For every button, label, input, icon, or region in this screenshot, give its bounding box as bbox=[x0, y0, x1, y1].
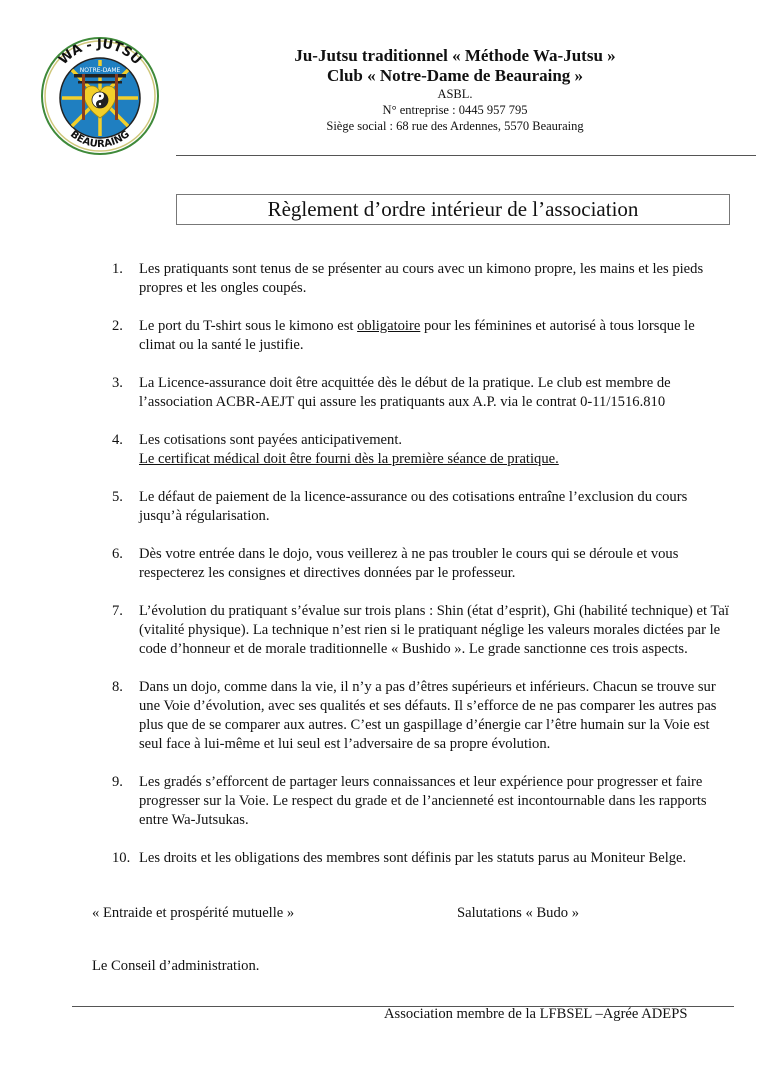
logo-top-text: WA - JUTSU bbox=[56, 36, 144, 68]
legal-form: ASBL. bbox=[437, 87, 473, 101]
rule-text: pour les féminines et autorisé à tous lorsque le climat ou la santé le justifie. bbox=[139, 318, 695, 353]
rule-number: 4. bbox=[112, 432, 123, 448]
rule-item bbox=[112, 602, 732, 659]
rule-item bbox=[112, 849, 732, 868]
rule-number: 9. bbox=[112, 774, 123, 790]
company-number: N° entreprise : 0445 957 795 bbox=[382, 103, 528, 117]
rule-text: Les pratiquants sont tenus de se présenter au cours avec un kimono propre, les mains et les pieds propres et les ongles coupés. bbox=[139, 261, 704, 296]
header-line-2: Club « Notre-Dame de Beauraing » bbox=[326, 66, 584, 85]
salutation: Salutations « Budo » bbox=[457, 905, 580, 921]
rule-text: Les droits et les obligations des membres sont définis par les statuts parus au Moniteur Belge. bbox=[139, 850, 687, 866]
rule-text: Dans un dojo, comme dans la vie, il n’y a pas d’êtres supérieurs et inférieurs. Chacun se trouve sur une Voie d’évolution, avec ses qualités et ses défauts. Il s’efforce de ne pas comparer les autres pas plus que de se comparer aux autres. C’est un gaspillage d’énergie car l’être humain sur la Voie est seul face à lui-même et lui seul est l’adversaire de sa propre évolution. bbox=[139, 679, 717, 752]
rule-text-underlined: obligatoire bbox=[357, 318, 421, 334]
rule-number: 5. bbox=[112, 489, 123, 505]
rule-item bbox=[112, 545, 732, 583]
rule-number: 2. bbox=[112, 318, 123, 334]
rule-number: 3. bbox=[112, 375, 123, 391]
rule-item bbox=[112, 678, 732, 754]
rules-list bbox=[112, 260, 732, 887]
club-logo bbox=[40, 36, 160, 156]
signature: Le Conseil d’administration. bbox=[92, 958, 260, 974]
rule-text: Les cotisations sont payées anticipativement. bbox=[139, 432, 403, 448]
rule-number: 8. bbox=[112, 679, 123, 695]
footer-text: Association membre de la LFBSEL –Agrée ADEPS bbox=[384, 1006, 688, 1022]
rule-item bbox=[112, 260, 732, 298]
rule-item bbox=[112, 374, 732, 412]
rule-item bbox=[112, 773, 732, 830]
club-motto: « Entraide et prospérité mutuelle » bbox=[92, 905, 295, 921]
rule-text: Le défaut de paiement de la licence-assurance ou des cotisations entraîne l’exclusion du cours jusqu’à régularisation. bbox=[139, 489, 688, 524]
rule-item bbox=[112, 488, 732, 526]
document-title: Règlement d’ordre intérieur de l’association bbox=[176, 194, 730, 225]
rule-text: Le port du T-shirt sous le kimono est bbox=[139, 318, 358, 334]
rule-text: La Licence-assurance doit être acquittée dès le début de la pratique. Le club est membre de l’association ACBR-AEJT qui assure les pratiquants aux A.P. via le contrat 0-11/1516.810 bbox=[139, 375, 671, 410]
rule-number: 10. bbox=[112, 850, 131, 866]
rule-number: 6. bbox=[112, 546, 123, 562]
rule-number: 7. bbox=[112, 603, 123, 619]
rule-item bbox=[112, 431, 732, 469]
rule-text-underlined: Le certificat médical doit être fourni dès la première séance de pratique. bbox=[139, 451, 559, 467]
rule-number: 1. bbox=[112, 261, 123, 277]
rule-text: Dès votre entrée dans le dojo, vous veillerez à ne pas troubler le cours qui se déroule et vous respecterez les consignes et directives données par le professeur. bbox=[139, 546, 679, 581]
rule-item bbox=[112, 317, 732, 355]
letterhead bbox=[250, 46, 660, 134]
header-divider bbox=[176, 155, 756, 156]
logo-bottom-text: BEAURAING bbox=[68, 128, 132, 150]
registered-address: Siège social : 68 rue des Ardennes, 5570 Beauraing bbox=[326, 119, 584, 133]
rule-text: L’évolution du pratiquant s’évalue sur trois plans : Shin (état d’esprit), Ghi (habilité technique) et Taï (vitalité physique). La technique n’est rien si le pratiquant néglige les valeurs morales dictées par le code d’honneur et de morale traditionnelle « Bushido ». Le grade sanctionne ces trois aspects. bbox=[139, 603, 729, 657]
rule-text: Les gradés s’efforcent de partager leurs connaissances et leur expérience pour progresser et faire progresser sur la Voie. Le respect du grade et de l’ancienneté est incontournable dans les rapports entre Wa-Jutsukas. bbox=[139, 774, 707, 828]
logo-middle-text: NOTRE-DAME bbox=[79, 67, 121, 74]
header-line-1: Ju-Jutsu traditionnel « Méthode Wa-Jutsu » bbox=[294, 46, 616, 65]
